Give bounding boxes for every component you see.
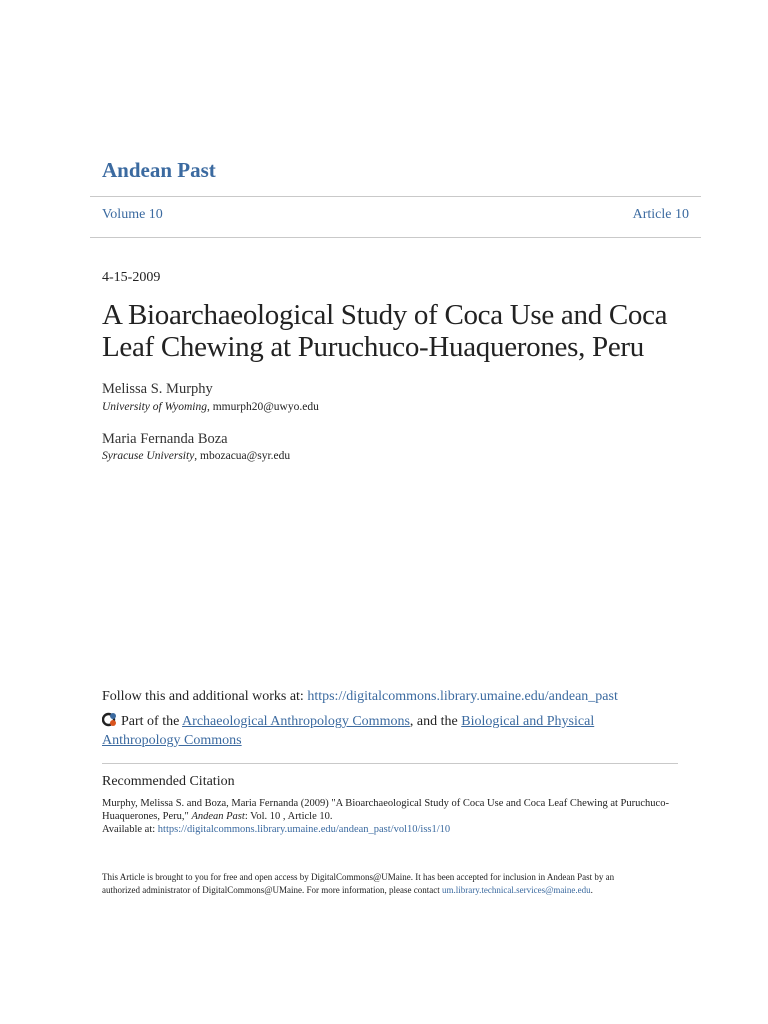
citation-line-1: Murphy, Melissa S. and Boza, Maria Fernanda (2009) "A Bioarchaeological Study of Coca Use and Coca Leaf Chewing at Puruchuco- [102,798,669,809]
article-title [102,299,702,363]
title-line-2: Leaf Chewing at Puruchuco-Huaquerones, Peru [102,331,644,363]
volume-link[interactable]: Volume 10 [102,207,163,222]
follow-line [102,689,618,705]
contact-email-link[interactable]: um.library.technical.services@maine.edu [441,885,591,895]
article-link[interactable]: Article 10 [632,207,689,222]
citation-line-2 [102,810,682,823]
access-notice-line-1: This Article is brought to you for free and open access by DigitalCommons@UMaine. It has been accepted for inclusion in Andean Past by an [102,872,615,882]
partof-middle: , and the [409,714,462,729]
biological-physical-anthropology-commons-link-part2[interactable]: Anthropology Commons [102,733,242,748]
access-notice [102,871,662,897]
header-top-divider [90,196,701,197]
part-of-commons [102,712,622,750]
available-label: Available at: [102,824,158,835]
citation-part: Huaquerones, Peru," [102,811,192,822]
author-affiliation [102,450,290,462]
author-name: Melissa S. Murphy [102,381,213,397]
partof-prefix: Part of the [121,714,183,729]
header-bottom-divider [90,237,701,238]
author-email: , mmurph20@uwyo.edu [206,401,319,413]
citation-text [102,797,682,836]
access-notice-text: authorized administrator of DigitalCommons@UMaine. For more information, please contact [102,885,442,895]
follow-prefix: Follow this and additional works at: [102,689,308,704]
affiliation-institution: University of Wyoming [102,401,207,413]
collection-url-link[interactable]: https://digitalcommons.library.umaine.edu/andean_past [307,689,618,704]
available-url-link[interactable]: https://digitalcommons.library.umaine.edu/andean_past/vol10/iss1/10 [157,824,451,835]
affiliation-institution: Syracuse University [102,450,195,462]
commons-network-icon [102,712,119,727]
access-notice-end: . [590,885,593,895]
biological-physical-anthropology-commons-link-part1[interactable]: Biological and Physical [461,714,595,729]
archaeological-anthropology-commons-link[interactable]: Archaeological Anthropology Commons [182,714,410,729]
citation-available [102,823,682,836]
citation-divider [102,763,678,764]
author-email: , mbozacua@syr.edu [194,450,291,462]
publication-date: 4-15-2009 [102,270,161,285]
access-notice-line-2 [102,884,662,897]
author-affiliation [102,401,319,413]
citation-journal: Andean Past [191,811,245,822]
title-line-1: A Bioarchaeological Study of Coca Use and Coca [102,299,668,331]
author-name: Maria Fernanda Boza [102,431,228,447]
journal-title-link[interactable]: Andean Past [102,158,216,182]
recommended-citation-heading: Recommended Citation [102,774,235,789]
citation-volume: : Vol. 10 , Article 10. [244,811,333,822]
